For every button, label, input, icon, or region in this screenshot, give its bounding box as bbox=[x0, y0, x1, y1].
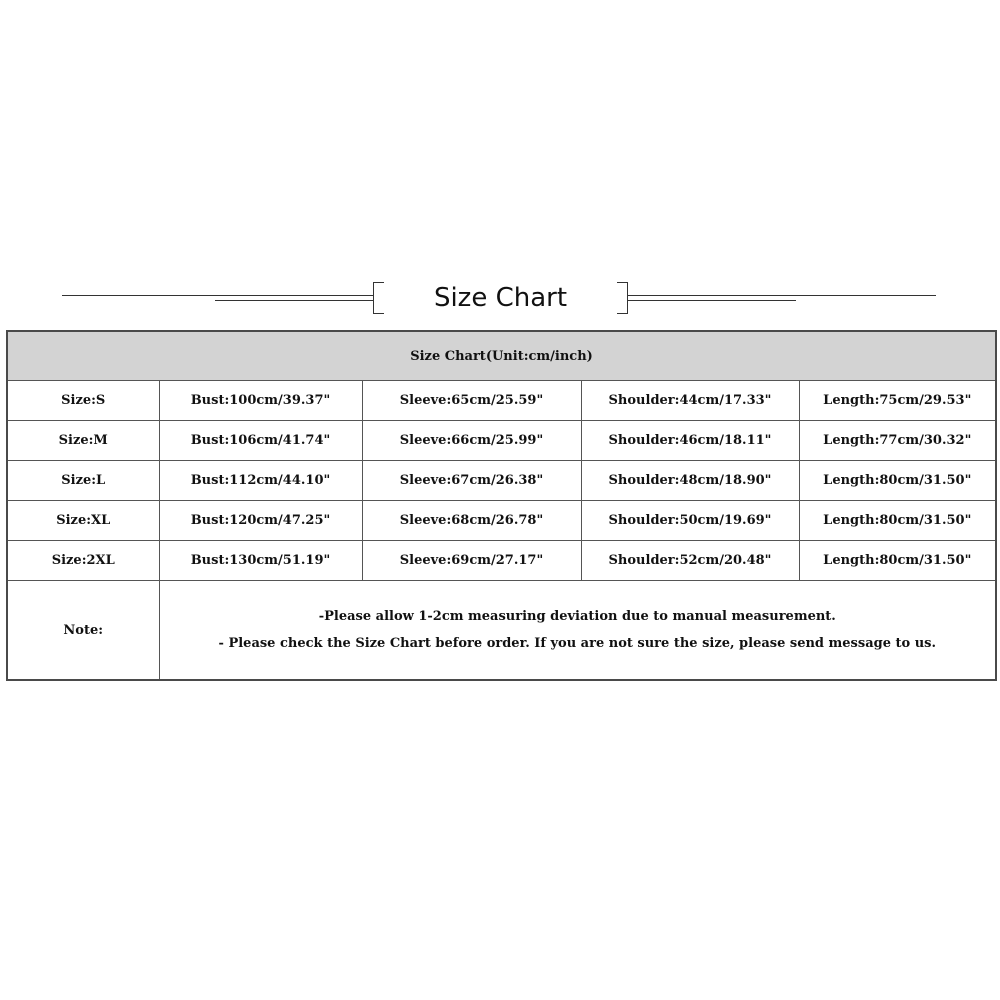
shoulder-cell: Shoulder:48cm/18.90" bbox=[581, 461, 799, 501]
bust-cell: Bust:100cm/39.37" bbox=[159, 381, 362, 421]
shoulder-cell: Shoulder:52cm/20.48" bbox=[581, 541, 799, 581]
sleeve-cell: Sleeve:66cm/25.99" bbox=[362, 421, 581, 461]
size-cell: Size:S bbox=[7, 381, 159, 421]
bust-cell: Bust:130cm/51.19" bbox=[159, 541, 362, 581]
shoulder-cell: Shoulder:50cm/19.69" bbox=[581, 501, 799, 541]
banner-line-left-long bbox=[62, 295, 373, 296]
length-cell: Length:77cm/30.32" bbox=[799, 421, 996, 461]
sleeve-cell: Sleeve:67cm/26.38" bbox=[362, 461, 581, 501]
note-row bbox=[7, 581, 996, 681]
size-cell: Size:XL bbox=[7, 501, 159, 541]
size-chart-table bbox=[6, 330, 997, 681]
sleeve-cell: Sleeve:65cm/25.59" bbox=[362, 381, 581, 421]
note-line: -Please allow 1-2cm measuring deviation due to manual measurement. bbox=[318, 609, 836, 624]
banner-line-left-short bbox=[215, 300, 373, 301]
table-header: Size Chart(Unit:cm/inch) bbox=[7, 331, 996, 381]
title-banner bbox=[0, 270, 1000, 330]
page-title: Size Chart bbox=[433, 283, 568, 313]
table-header-row bbox=[7, 331, 996, 381]
length-cell: Length:80cm/31.50" bbox=[799, 461, 996, 501]
note-content bbox=[159, 581, 996, 681]
size-cell: Size:2XL bbox=[7, 541, 159, 581]
title-frame bbox=[373, 282, 628, 314]
length-cell: Length:80cm/31.50" bbox=[799, 501, 996, 541]
size-cell: Size:L bbox=[7, 461, 159, 501]
banner-line-right-short bbox=[628, 300, 796, 301]
table-row bbox=[7, 461, 996, 501]
sleeve-cell: Sleeve:69cm/27.17" bbox=[362, 541, 581, 581]
table-row bbox=[7, 381, 996, 421]
note-line: - Please check the Size Chart before order. If you are not sure the size, please send message to us. bbox=[218, 636, 937, 651]
length-cell: Length:80cm/31.50" bbox=[799, 541, 996, 581]
size-cell: Size:M bbox=[7, 421, 159, 461]
note-label: Note: bbox=[7, 581, 159, 681]
sleeve-cell: Sleeve:68cm/26.78" bbox=[362, 501, 581, 541]
bust-cell: Bust:120cm/47.25" bbox=[159, 501, 362, 541]
table-row bbox=[7, 541, 996, 581]
length-cell: Length:75cm/29.53" bbox=[799, 381, 996, 421]
shoulder-cell: Shoulder:46cm/18.11" bbox=[581, 421, 799, 461]
table-row bbox=[7, 501, 996, 541]
bust-cell: Bust:106cm/41.74" bbox=[159, 421, 362, 461]
banner-line-right-long bbox=[628, 295, 936, 296]
table-row bbox=[7, 421, 996, 461]
shoulder-cell: Shoulder:44cm/17.33" bbox=[581, 381, 799, 421]
bust-cell: Bust:112cm/44.10" bbox=[159, 461, 362, 501]
